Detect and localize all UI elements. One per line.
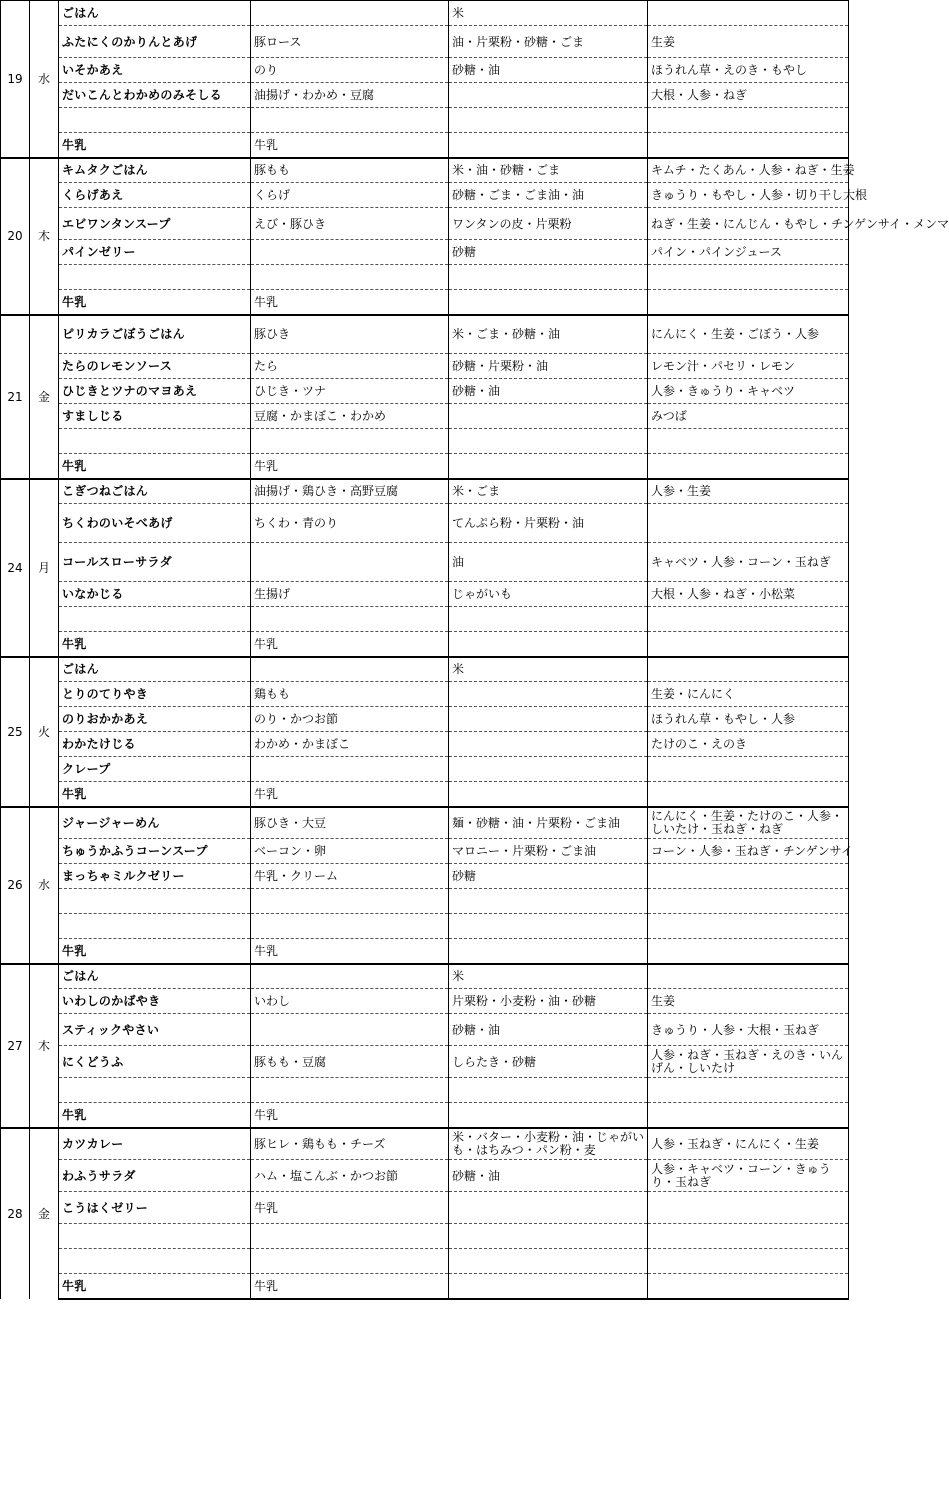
menu-row [1, 682, 849, 707]
green-group-ingredients [648, 607, 849, 632]
red-group-ingredients [251, 1, 449, 26]
yellow-group-ingredients: 砂糖・片栗粉・油 [449, 354, 648, 379]
red-group-ingredients: のり・かつお節 [251, 707, 449, 732]
day-number: 28 [1, 1128, 30, 1299]
menu-row [1, 582, 849, 607]
green-group-ingredients: レモン汁・パセリ・レモン [648, 354, 849, 379]
red-group-ingredients: 鶏もも [251, 682, 449, 707]
menu-row [1, 1128, 849, 1160]
green-group-ingredients: パイン・パインジュース [648, 240, 849, 265]
dish-name: ごはん [59, 657, 251, 682]
yellow-group-ingredients [449, 682, 648, 707]
red-group-ingredients: 牛乳 [251, 1192, 449, 1224]
menu-row [1, 240, 849, 265]
green-group-ingredients [648, 914, 849, 939]
green-group-ingredients: キムチ・たくあん・人参・ねぎ・生姜 [648, 158, 849, 183]
red-group-ingredients [251, 914, 449, 939]
green-group-ingredients: 人参・きゅうり・キャベツ [648, 379, 849, 404]
yellow-group-ingredients: 米 [449, 964, 648, 989]
menu-row [1, 607, 849, 632]
menu-row [1, 1192, 849, 1224]
yellow-group-ingredients: しらたき・砂糖 [449, 1046, 648, 1078]
dish-name: キムタクごはん [59, 158, 251, 183]
green-group-ingredients: ねぎ・生姜・にんじん・もやし・チンゲンサイ・メンマ [648, 208, 849, 240]
red-group-ingredients: 牛乳 [251, 939, 449, 964]
red-group-ingredients [251, 1224, 449, 1249]
dish-name: 牛乳 [59, 1274, 251, 1299]
dish-name: カツカレー [59, 1128, 251, 1160]
dish-name: すましじる [59, 404, 251, 429]
green-group-ingredients: コーン・人参・玉ねぎ・チンゲンサイ [648, 839, 849, 864]
dish-name [59, 429, 251, 454]
yellow-group-ingredients: 片栗粉・小麦粉・油・砂糖 [449, 989, 648, 1014]
yellow-group-ingredients [449, 1103, 648, 1128]
menu-body [1, 1, 949, 1299]
red-group-ingredients: 豚ひき [251, 315, 449, 354]
menu-row [1, 1078, 849, 1103]
red-group-ingredients [251, 108, 449, 133]
green-group-ingredients [648, 657, 849, 682]
green-group-ingredients [648, 1249, 849, 1274]
red-group-ingredients: 豚もも・豆腐 [251, 1046, 449, 1078]
dish-name: のりおかかあえ [59, 707, 251, 732]
menu-row [1, 1, 849, 26]
weekday: 水 [30, 1, 59, 158]
yellow-group-ingredients: 米・ごま [449, 479, 648, 504]
weekday: 金 [30, 1128, 59, 1299]
yellow-group-ingredients [449, 1249, 648, 1274]
green-group-ingredients: みつば [648, 404, 849, 429]
yellow-group-ingredients [449, 265, 648, 290]
dish-name: ピリカラごぼうごはん [59, 315, 251, 354]
menu-row [1, 782, 849, 807]
red-group-ingredients: 豚ひき・大豆 [251, 807, 449, 839]
menu-row [1, 1224, 849, 1249]
menu-row [1, 632, 849, 657]
menu-row [1, 839, 849, 864]
red-group-ingredients [251, 265, 449, 290]
red-group-ingredients: えび・豚ひき [251, 208, 449, 240]
dish-name: 牛乳 [59, 632, 251, 657]
red-group-ingredients: わかめ・かまぼこ [251, 732, 449, 757]
menu-row [1, 939, 849, 964]
yellow-group-ingredients: 米・ごま・砂糖・油 [449, 315, 648, 354]
menu-row [1, 479, 849, 504]
menu-row [1, 429, 849, 454]
green-group-ingredients [648, 964, 849, 989]
yellow-group-ingredients: ワンタンの皮・片栗粉 [449, 208, 648, 240]
green-group-ingredients [648, 108, 849, 133]
green-group-ingredients: ほうれん草・えのき・もやし [648, 58, 849, 83]
menu-row [1, 864, 849, 889]
yellow-group-ingredients [449, 889, 648, 914]
yellow-group-ingredients [449, 757, 648, 782]
green-group-ingredients: 大根・人参・ねぎ [648, 83, 849, 108]
dish-name: くらげあえ [59, 183, 251, 208]
green-group-ingredients [648, 1224, 849, 1249]
green-group-ingredients: たけのこ・えのき [648, 732, 849, 757]
yellow-group-ingredients [449, 1274, 648, 1299]
red-group-ingredients [251, 889, 449, 914]
yellow-group-ingredients: マロニー・片栗粉・ごま油 [449, 839, 648, 864]
dish-name: わかたけじる [59, 732, 251, 757]
day-number: 26 [1, 807, 30, 964]
red-group-ingredients [251, 240, 449, 265]
weekday: 金 [30, 315, 59, 479]
green-group-ingredients: 大根・人参・ねぎ・小松菜 [648, 582, 849, 607]
menu-row [1, 964, 849, 989]
dish-name: 牛乳 [59, 939, 251, 964]
dish-name [59, 607, 251, 632]
red-group-ingredients: 油揚げ・わかめ・豆腐 [251, 83, 449, 108]
green-group-ingredients [648, 133, 849, 158]
menu-row [1, 1046, 849, 1078]
yellow-group-ingredients: てんぷら粉・片栗粉・油 [449, 504, 648, 543]
red-group-ingredients: 豚もも [251, 158, 449, 183]
day-number: 24 [1, 479, 30, 657]
dish-name [59, 1249, 251, 1274]
day-number: 27 [1, 964, 30, 1128]
red-group-ingredients [251, 1014, 449, 1046]
green-group-ingredients [648, 782, 849, 807]
red-group-ingredients: くらげ [251, 183, 449, 208]
menu-row [1, 315, 849, 354]
menu-row [1, 1103, 849, 1128]
menu-row [1, 26, 849, 58]
weekday: 木 [30, 964, 59, 1128]
dish-name [59, 1224, 251, 1249]
dish-name: 牛乳 [59, 133, 251, 158]
menu-row [1, 1274, 849, 1299]
red-group-ingredients: 牛乳 [251, 782, 449, 807]
menu-row [1, 504, 849, 543]
yellow-group-ingredients [449, 782, 648, 807]
yellow-group-ingredients [449, 939, 648, 964]
yellow-group-ingredients [449, 914, 648, 939]
menu-row [1, 657, 849, 682]
green-group-ingredients: ほうれん草・もやし・人参 [648, 707, 849, 732]
green-group-ingredients [648, 290, 849, 315]
yellow-group-ingredients [449, 607, 648, 632]
yellow-group-ingredients [449, 1192, 648, 1224]
red-group-ingredients: 牛乳 [251, 133, 449, 158]
dish-name: わふうサラダ [59, 1160, 251, 1192]
yellow-group-ingredients [449, 429, 648, 454]
menu-row [1, 707, 849, 732]
menu-row [1, 183, 849, 208]
red-group-ingredients: 豚ロース [251, 26, 449, 58]
dish-name: ごはん [59, 1, 251, 26]
green-group-ingredients [648, 429, 849, 454]
yellow-group-ingredients: 米・バター・小麦粉・油・じゃがいも・はちみつ・パン粉・麦 [449, 1128, 648, 1160]
green-group-ingredients [648, 1103, 849, 1128]
green-group-ingredients: 人参・玉ねぎ・にんにく・生姜 [648, 1128, 849, 1160]
dish-name: いなかじる [59, 582, 251, 607]
dish-name [59, 108, 251, 133]
menu-row [1, 454, 849, 479]
day-number: 25 [1, 657, 30, 807]
yellow-group-ingredients: 砂糖・油 [449, 379, 648, 404]
menu-row [1, 1014, 849, 1046]
green-group-ingredients: 生姜・にんにく [648, 682, 849, 707]
green-group-ingredients: にんにく・生姜・たけのこ・人参・しいたけ・玉ねぎ・ねぎ [648, 807, 849, 839]
red-group-ingredients: いわし [251, 989, 449, 1014]
red-group-ingredients: たら [251, 354, 449, 379]
yellow-group-ingredients: 砂糖・ごま・ごま油・油 [449, 183, 648, 208]
dish-name: だいこんとわかめのみそしる [59, 83, 251, 108]
red-group-ingredients: 油揚げ・鶏ひき・高野豆腐 [251, 479, 449, 504]
menu-row [1, 1249, 849, 1274]
red-group-ingredients: ベーコン・卵 [251, 839, 449, 864]
yellow-group-ingredients [449, 83, 648, 108]
yellow-group-ingredients [449, 707, 648, 732]
yellow-group-ingredients [449, 1078, 648, 1103]
dish-name: まっちゃミルクゼリー [59, 864, 251, 889]
yellow-group-ingredients: 油・片栗粉・砂糖・ごま [449, 26, 648, 58]
yellow-group-ingredients: じゃがいも [449, 582, 648, 607]
weekday: 月 [30, 479, 59, 657]
menu-row [1, 58, 849, 83]
red-group-ingredients [251, 964, 449, 989]
red-group-ingredients: 生揚げ [251, 582, 449, 607]
dish-name: いそかあえ [59, 58, 251, 83]
menu-row [1, 889, 849, 914]
menu-row [1, 290, 849, 315]
menu-row [1, 757, 849, 782]
menu-row [1, 807, 849, 839]
yellow-group-ingredients: 砂糖 [449, 240, 648, 265]
menu-row [1, 83, 849, 108]
menu-row [1, 732, 849, 757]
yellow-group-ingredients: 油 [449, 543, 648, 582]
menu-row [1, 354, 849, 379]
weekday: 火 [30, 657, 59, 807]
yellow-group-ingredients [449, 290, 648, 315]
green-group-ingredients [648, 632, 849, 657]
menu-row [1, 379, 849, 404]
green-group-ingredients [648, 864, 849, 889]
red-group-ingredients: ハム・塩こんぶ・かつお節 [251, 1160, 449, 1192]
green-group-ingredients: 生姜 [648, 26, 849, 58]
weekday: 木 [30, 158, 59, 315]
dish-name [59, 889, 251, 914]
menu-row [1, 1160, 849, 1192]
red-group-ingredients: ひじき・ツナ [251, 379, 449, 404]
green-group-ingredients: 生姜 [648, 989, 849, 1014]
yellow-group-ingredients: 米・油・砂糖・ごま [449, 158, 648, 183]
yellow-group-ingredients: 砂糖・油 [449, 1160, 648, 1192]
dish-name: とりのてりやき [59, 682, 251, 707]
yellow-group-ingredients [449, 108, 648, 133]
dish-name: クレープ [59, 757, 251, 782]
dish-name: 牛乳 [59, 290, 251, 315]
yellow-group-ingredients [449, 632, 648, 657]
red-group-ingredients: 牛乳 [251, 1103, 449, 1128]
menu-row [1, 108, 849, 133]
menu-row [1, 543, 849, 582]
dish-name [59, 1078, 251, 1103]
green-group-ingredients [648, 1078, 849, 1103]
menu-row [1, 158, 849, 183]
yellow-group-ingredients: 米 [449, 657, 648, 682]
menu-row [1, 914, 849, 939]
red-group-ingredients [251, 543, 449, 582]
green-group-ingredients: 人参・ねぎ・玉ねぎ・えのき・いんげん・しいたけ [648, 1046, 849, 1078]
red-group-ingredients [251, 429, 449, 454]
green-group-ingredients: キャベツ・人参・コーン・玉ねぎ [648, 543, 849, 582]
dish-name: ふたにくのかりんとあげ [59, 26, 251, 58]
day-number: 21 [1, 315, 30, 479]
green-group-ingredients [648, 454, 849, 479]
dish-name: 牛乳 [59, 1103, 251, 1128]
green-group-ingredients [648, 1274, 849, 1299]
red-group-ingredients: 牛乳 [251, 1274, 449, 1299]
dish-name: にくどうふ [59, 1046, 251, 1078]
green-group-ingredients [648, 504, 849, 543]
dish-name: ちくわのいそべあげ [59, 504, 251, 543]
red-group-ingredients: ちくわ・青のり [251, 504, 449, 543]
red-group-ingredients [251, 657, 449, 682]
red-group-ingredients [251, 757, 449, 782]
weekday: 水 [30, 807, 59, 964]
dish-name: ひじきとツナのマヨあえ [59, 379, 251, 404]
dish-name: パインゼリー [59, 240, 251, 265]
green-group-ingredients [648, 889, 849, 914]
red-group-ingredients: 牛乳 [251, 632, 449, 657]
dish-name: たらのレモンソース [59, 354, 251, 379]
dish-name: ちゅうかふうコーンスープ [59, 839, 251, 864]
red-group-ingredients [251, 1249, 449, 1274]
yellow-group-ingredients [449, 1224, 648, 1249]
dish-name [59, 265, 251, 290]
green-group-ingredients: きゅうり・人参・大根・玉ねぎ [648, 1014, 849, 1046]
yellow-group-ingredients [449, 133, 648, 158]
green-group-ingredients: 人参・キャベツ・コーン・きゅうり・玉ねぎ [648, 1160, 849, 1192]
dish-name: 牛乳 [59, 782, 251, 807]
red-group-ingredients: 豚ヒレ・鶏もも・チーズ [251, 1128, 449, 1160]
dish-name: こうはくゼリー [59, 1192, 251, 1224]
yellow-group-ingredients [449, 404, 648, 429]
green-group-ingredients [648, 265, 849, 290]
red-group-ingredients: のり [251, 58, 449, 83]
yellow-group-ingredients [449, 732, 648, 757]
yellow-group-ingredients: 砂糖・油 [449, 58, 648, 83]
green-group-ingredients [648, 939, 849, 964]
dish-name: エビワンタンスープ [59, 208, 251, 240]
red-group-ingredients [251, 607, 449, 632]
menu-row [1, 989, 849, 1014]
yellow-group-ingredients: 砂糖 [449, 864, 648, 889]
dish-name: コールスローサラダ [59, 543, 251, 582]
red-group-ingredients: 牛乳 [251, 454, 449, 479]
red-group-ingredients: 牛乳 [251, 290, 449, 315]
dish-name: 牛乳 [59, 454, 251, 479]
green-group-ingredients: きゅうり・もやし・人参・切り干し大根 [648, 183, 849, 208]
menu-row [1, 133, 849, 158]
dish-name: こぎつねごはん [59, 479, 251, 504]
red-group-ingredients: 豆腐・かまぼこ・わかめ [251, 404, 449, 429]
dish-name: スティックやさい [59, 1014, 251, 1046]
yellow-group-ingredients: 米 [449, 1, 648, 26]
green-group-ingredients: 人参・生姜 [648, 479, 849, 504]
red-group-ingredients: 牛乳・クリーム [251, 864, 449, 889]
red-group-ingredients [251, 1078, 449, 1103]
yellow-group-ingredients: 砂糖・油 [449, 1014, 648, 1046]
green-group-ingredients [648, 1192, 849, 1224]
yellow-group-ingredients [449, 454, 648, 479]
dish-name: ごはん [59, 964, 251, 989]
menu-row [1, 208, 849, 240]
green-group-ingredients [648, 757, 849, 782]
menu-row [1, 265, 849, 290]
day-number: 20 [1, 158, 30, 315]
menu-row [1, 404, 849, 429]
dish-name: ジャージャーめん [59, 807, 251, 839]
yellow-group-ingredients: 麺・砂糖・油・片栗粉・ごま油 [449, 807, 648, 839]
day-number: 19 [1, 1, 30, 158]
dish-name [59, 914, 251, 939]
dish-name: いわしのかばやき [59, 989, 251, 1014]
green-group-ingredients [648, 1, 849, 26]
green-group-ingredients: にんにく・生姜・ごぼう・人参 [648, 315, 849, 354]
